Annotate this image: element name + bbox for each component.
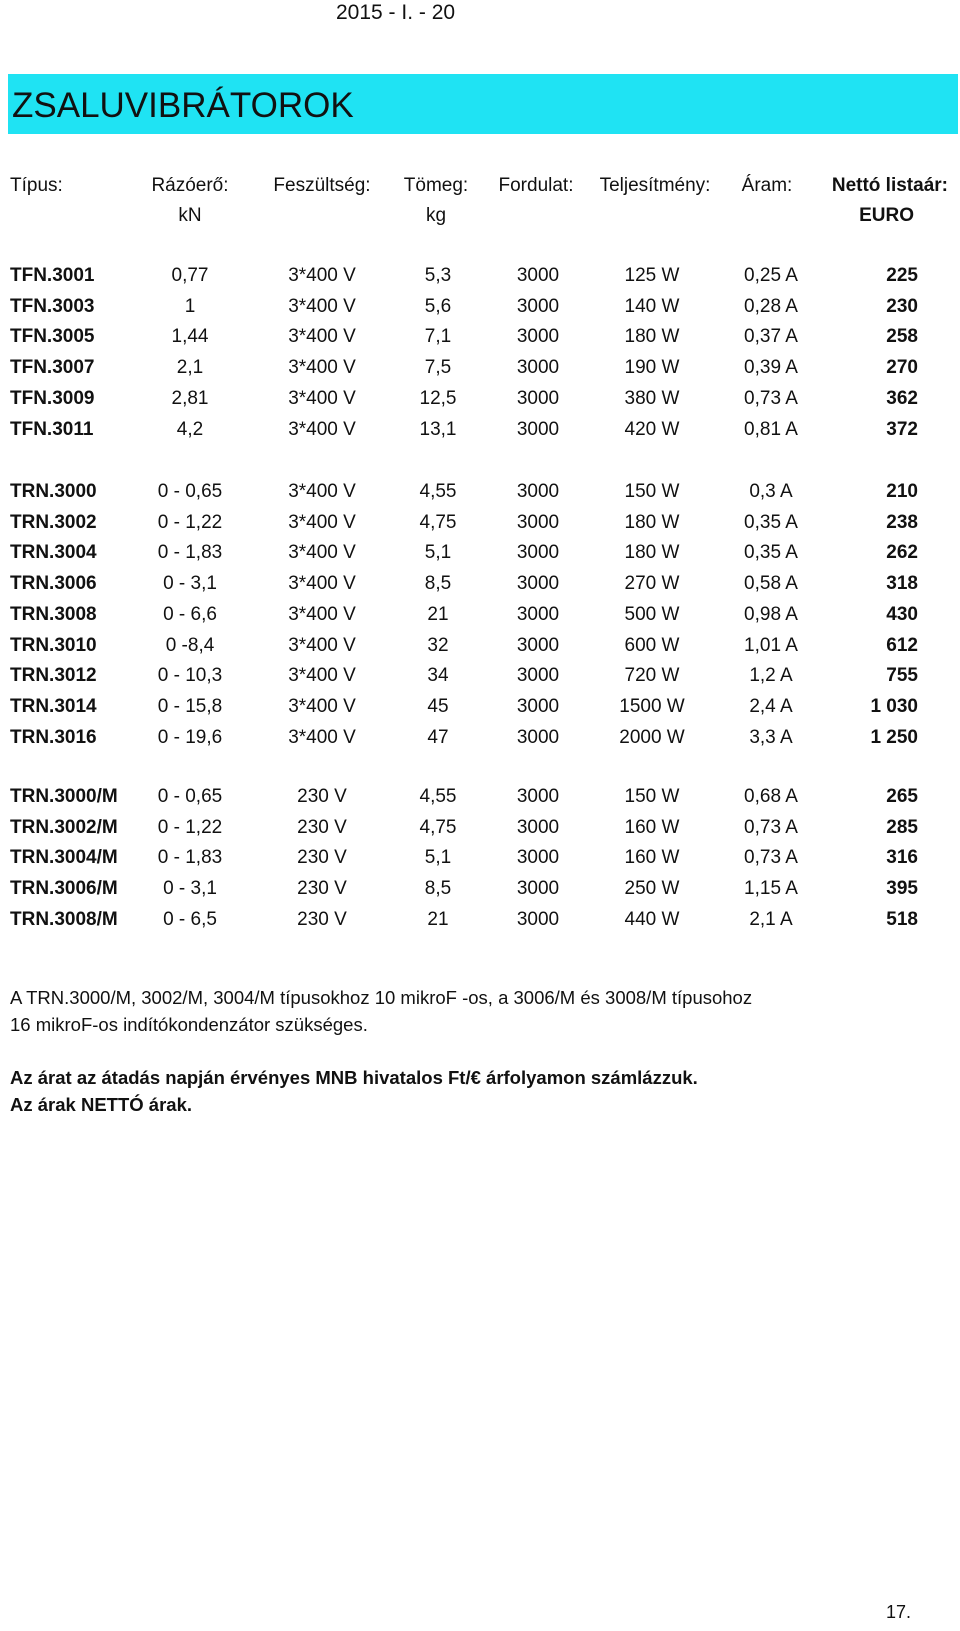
voltage-cell: 3*400 V — [288, 357, 356, 379]
rpm-cell: 3000 — [516, 878, 560, 900]
voltage-cell: 3*400 V — [288, 265, 356, 286]
column-unit-force: kN — [178, 205, 202, 226]
table-row — [0, 569, 960, 599]
price-cell: 258 — [886, 326, 918, 348]
mass-cell: 32 — [427, 634, 449, 656]
mass-cell: 7,1 — [424, 326, 452, 348]
column-header-voltage: Feszültség: — [273, 175, 371, 196]
model-cell: TFN.3009 — [10, 387, 95, 409]
current-cell: 0,39 A — [744, 357, 798, 379]
exchange-rate-note: Az árat az átadás napján érvényes MNB hivatalos Ft/€ árfolyamon számlázzuk. — [10, 1067, 698, 1088]
rpm-cell: 3000 — [516, 265, 560, 286]
force-cell: 2,81 — [171, 387, 209, 409]
model-cell: TFN.3001 — [10, 265, 95, 286]
price-cell: 362 — [886, 387, 918, 409]
force-cell: 0 - 19,6 — [157, 726, 223, 748]
force-cell: 0 - 0,65 — [157, 481, 223, 502]
rpm-cell: 3000 — [516, 511, 560, 533]
mass-cell: 12,5 — [419, 387, 457, 409]
voltage-cell: 3*400 V — [288, 542, 356, 564]
table-row — [0, 782, 960, 812]
price-cell: 285 — [886, 816, 918, 838]
power-cell: 420 W — [624, 418, 680, 440]
power-cell: 600 W — [624, 634, 680, 656]
voltage-cell: 3*400 V — [288, 326, 356, 348]
power-cell: 140 W — [624, 295, 680, 317]
rpm-cell: 3000 — [516, 786, 560, 807]
column-header-force: Rázóerő: — [151, 175, 229, 196]
table-row — [0, 538, 960, 568]
voltage-cell: 3*400 V — [288, 726, 356, 748]
net-price-note: Az árak NETTÓ árak. — [10, 1094, 192, 1115]
rpm-cell: 3000 — [516, 481, 560, 502]
power-cell: 190 W — [624, 357, 680, 379]
table-row — [0, 661, 960, 691]
current-cell: 0,35 A — [744, 542, 798, 564]
rpm-cell: 3000 — [516, 573, 560, 595]
voltage-cell: 3*400 V — [288, 295, 356, 317]
rpm-cell: 3000 — [516, 326, 560, 348]
column-header-power: Teljesítmény: — [599, 175, 711, 196]
force-cell: 4,2 — [176, 418, 204, 440]
price-cell: 210 — [886, 481, 918, 502]
rpm-cell: 3000 — [516, 387, 560, 409]
force-cell: 1,44 — [171, 326, 209, 348]
force-cell: 0 - 6,6 — [163, 603, 217, 625]
price-cell: 372 — [886, 418, 918, 440]
header-date: 2015 - I. - 20 — [336, 1, 456, 24]
model-cell: TRN.3002 — [10, 511, 97, 533]
force-cell: 0 - 3,1 — [163, 573, 217, 595]
table-row — [0, 631, 960, 661]
mass-cell: 45 — [427, 695, 449, 717]
table-row — [0, 905, 960, 935]
force-cell: 0 - 6,5 — [163, 908, 217, 930]
voltage-cell: 230 V — [297, 908, 347, 930]
rpm-cell: 3000 — [516, 418, 560, 440]
table-row — [0, 600, 960, 630]
mass-cell: 5,1 — [424, 847, 452, 869]
model-cell: TRN.3014 — [10, 695, 97, 717]
model-cell: TRN.3008/M — [10, 908, 118, 930]
force-cell: 0 - 15,8 — [157, 695, 223, 717]
voltage-cell: 3*400 V — [288, 418, 356, 440]
power-cell: 150 W — [624, 786, 680, 807]
voltage-cell: 230 V — [297, 786, 347, 807]
table-row — [0, 384, 960, 414]
price-cell: 430 — [886, 603, 918, 625]
force-cell: 0 - 3,1 — [163, 878, 217, 900]
power-cell: 250 W — [624, 878, 680, 900]
capacitor-note-line-2: 16 mikroF-os indítókondenzátor szükséges. — [10, 1014, 368, 1035]
model-cell: TRN.3008 — [10, 603, 97, 625]
table-row — [0, 353, 960, 383]
mass-cell: 4,75 — [419, 511, 457, 533]
model-cell: TRN.3006 — [10, 573, 97, 595]
title-band — [8, 74, 958, 134]
mass-cell: 13,1 — [419, 418, 457, 440]
rpm-cell: 3000 — [516, 847, 560, 869]
current-cell: 0,35 A — [744, 511, 798, 533]
force-cell: 0,77 — [171, 265, 209, 286]
force-cell: 0 - 1,22 — [157, 816, 223, 838]
current-cell: 1,2 A — [749, 665, 793, 687]
rpm-cell: 3000 — [516, 542, 560, 564]
mass-cell: 4,55 — [419, 786, 457, 807]
current-cell: 1,15 A — [744, 878, 798, 900]
price-cell: 265 — [886, 786, 918, 807]
voltage-cell: 3*400 V — [288, 603, 356, 625]
power-cell: 150 W — [624, 481, 680, 502]
price-cell: 316 — [886, 847, 918, 869]
table-row — [0, 322, 960, 352]
rpm-cell: 3000 — [516, 726, 560, 748]
column-unit-price: EURO — [859, 205, 914, 226]
price-cell: 755 — [886, 665, 918, 687]
voltage-cell: 3*400 V — [288, 573, 356, 595]
current-cell: 0,81 A — [744, 418, 798, 440]
voltage-cell: 230 V — [297, 878, 347, 900]
price-cell: 1 030 — [870, 695, 918, 717]
table-row — [0, 292, 960, 322]
mass-cell: 5,1 — [424, 542, 452, 564]
table-row — [0, 723, 960, 753]
current-cell: 0,73 A — [744, 847, 798, 869]
power-cell: 160 W — [624, 816, 680, 838]
table-row — [0, 415, 960, 445]
table-row — [0, 261, 960, 291]
model-cell: TRN.3002/M — [10, 816, 118, 838]
current-cell: 0,98 A — [744, 603, 798, 625]
rpm-cell: 3000 — [516, 665, 560, 687]
capacitor-note-line-1: A TRN.3000/M, 3002/M, 3004/M típusokhoz 10 mikroF -os, a 3006/M és 3008/M típusohoz — [10, 987, 753, 1008]
voltage-cell: 3*400 V — [288, 665, 356, 687]
current-cell: 0,73 A — [744, 816, 798, 838]
mass-cell: 5,6 — [424, 295, 452, 317]
current-cell: 2,4 A — [749, 695, 793, 717]
rpm-cell: 3000 — [516, 295, 560, 317]
mass-cell: 4,55 — [419, 481, 457, 502]
current-cell: 0,73 A — [744, 387, 798, 409]
power-cell: 440 W — [624, 908, 680, 930]
price-cell: 318 — [886, 573, 918, 595]
mass-cell: 7,5 — [424, 357, 452, 379]
page-title: ZSALUVIBRÁTOROK — [12, 86, 354, 125]
model-cell: TRN.3012 — [10, 665, 97, 687]
table-row — [0, 477, 960, 507]
power-cell: 2000 W — [619, 726, 685, 748]
voltage-cell: 3*400 V — [288, 387, 356, 409]
column-unit-row — [0, 201, 960, 231]
mass-cell: 21 — [427, 603, 449, 625]
power-cell: 500 W — [624, 603, 680, 625]
model-cell: TFN.3007 — [10, 357, 95, 379]
current-cell: 1,01 A — [744, 634, 798, 656]
force-cell: 0 - 1,83 — [157, 847, 223, 869]
rpm-cell: 3000 — [516, 357, 560, 379]
price-cell: 270 — [886, 357, 918, 379]
table-row — [0, 874, 960, 904]
price-cell: 238 — [886, 511, 918, 533]
voltage-cell: 230 V — [297, 847, 347, 869]
rpm-cell: 3000 — [516, 634, 560, 656]
current-cell: 2,1 A — [749, 908, 793, 930]
table-row — [0, 508, 960, 538]
model-cell: TRN.3010 — [10, 634, 97, 656]
model-cell: TFN.3005 — [10, 326, 95, 348]
power-cell: 180 W — [624, 511, 680, 533]
model-cell: TRN.3000 — [10, 481, 97, 502]
page-number: 17. — [886, 1602, 912, 1622]
mass-cell: 4,75 — [419, 816, 457, 838]
model-cell: TRN.3004 — [10, 542, 97, 564]
voltage-cell: 230 V — [297, 816, 347, 838]
table-row — [0, 813, 960, 843]
force-cell: 1 — [184, 295, 196, 317]
mass-cell: 8,5 — [424, 878, 452, 900]
price-cell: 395 — [886, 878, 918, 900]
column-unit-mass: kg — [425, 205, 447, 226]
voltage-cell: 3*400 V — [288, 634, 356, 656]
column-header-row — [0, 171, 960, 201]
power-cell: 160 W — [624, 847, 680, 869]
power-cell: 270 W — [624, 573, 680, 595]
force-cell: 0 - 10,3 — [157, 665, 223, 687]
current-cell: 0,28 A — [744, 295, 798, 317]
power-cell: 125 W — [624, 265, 680, 286]
force-cell: 0 - 1,22 — [157, 511, 223, 533]
current-cell: 0,3 A — [749, 481, 793, 502]
force-cell: 0 - 0,65 — [157, 786, 223, 807]
rpm-cell: 3000 — [516, 908, 560, 930]
rpm-cell: 3000 — [516, 695, 560, 717]
model-cell: TFN.3011 — [10, 418, 94, 440]
model-cell: TRN.3006/M — [10, 878, 118, 900]
current-cell: 0,58 A — [744, 573, 798, 595]
voltage-cell: 3*400 V — [288, 481, 356, 502]
power-cell: 1500 W — [619, 695, 685, 717]
current-cell: 0,37 A — [744, 326, 798, 348]
rpm-cell: 3000 — [516, 603, 560, 625]
model-cell: TFN.3003 — [10, 295, 95, 317]
price-cell: 518 — [886, 908, 918, 930]
column-header-price: Nettó listaár: — [831, 175, 948, 196]
model-cell: TRN.3016 — [10, 726, 97, 748]
power-cell: 720 W — [624, 665, 680, 687]
mass-cell: 5,3 — [424, 265, 452, 286]
power-cell: 180 W — [624, 542, 680, 564]
price-cell: 612 — [886, 634, 918, 656]
power-cell: 180 W — [624, 326, 680, 348]
mass-cell: 21 — [427, 908, 449, 930]
current-cell: 0,25 A — [744, 265, 798, 286]
model-cell: TRN.3004/M — [10, 847, 118, 869]
price-cell: 262 — [886, 542, 918, 564]
mass-cell: 47 — [427, 726, 449, 748]
power-cell: 380 W — [624, 387, 680, 409]
voltage-cell: 3*400 V — [288, 511, 356, 533]
column-header-rpm: Fordulat: — [498, 175, 574, 196]
price-cell: 230 — [886, 295, 918, 317]
price-cell: 1 250 — [870, 726, 918, 748]
voltage-cell: 3*400 V — [288, 695, 356, 717]
price-cell: 225 — [886, 265, 918, 286]
force-cell: 0 -8,4 — [165, 634, 215, 656]
current-cell: 3,3 A — [749, 726, 793, 748]
rpm-cell: 3000 — [516, 816, 560, 838]
table-row — [0, 843, 960, 873]
column-header-mass: Tömeg: — [403, 175, 469, 196]
table-row — [0, 692, 960, 722]
force-cell: 0 - 1,83 — [157, 542, 223, 564]
mass-cell: 34 — [427, 665, 449, 687]
column-header-type: Típus: — [10, 175, 63, 196]
force-cell: 2,1 — [176, 357, 204, 379]
column-header-current: Áram: — [741, 175, 793, 196]
mass-cell: 8,5 — [424, 573, 452, 595]
model-cell: TRN.3000/M — [10, 786, 118, 807]
current-cell: 0,68 A — [744, 786, 798, 807]
